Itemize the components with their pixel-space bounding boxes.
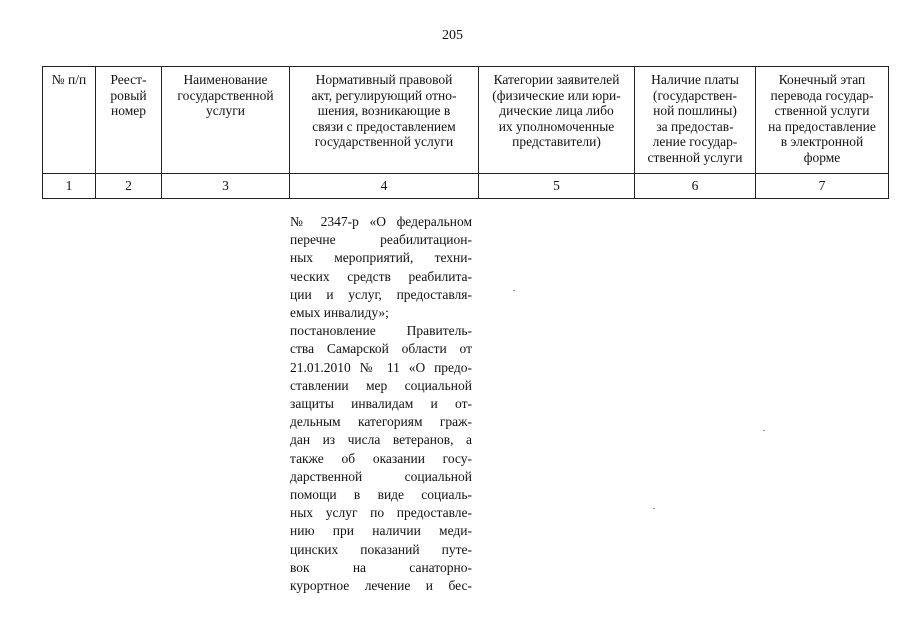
header-line: дические лица либо — [499, 103, 614, 119]
header-line: ление государ- — [652, 134, 738, 150]
legal-act-continuation-text — [290, 213, 472, 595]
scan-speck — [653, 508, 655, 509]
continuation-line: ставлении мер социальной — [290, 377, 472, 393]
header-line: акт, регулирующий отно- — [311, 87, 457, 103]
scan-speck — [763, 430, 765, 431]
continuation-line: 21.01.2010 № 11 «О предо- — [290, 359, 472, 375]
continuation-line: емых инвалиду»; — [290, 305, 389, 321]
continuation-line: курортное лечение и бес- — [290, 578, 472, 594]
header-line: форме — [803, 149, 841, 165]
page-number: 205 — [442, 28, 463, 43]
header-cell-legal-act — [290, 67, 479, 174]
header-line: (государствен- — [652, 87, 737, 103]
header-cell-final-stage — [756, 67, 889, 174]
column-number-row — [43, 174, 889, 199]
column-number-cell: 4 — [290, 174, 479, 199]
header-line: ственной услуги — [774, 103, 870, 119]
continuation-line: нию при наличии меди- — [290, 523, 472, 539]
continuation-line: защиты инвалидам и от- — [290, 396, 472, 412]
column-number-cell: 3 — [162, 174, 290, 199]
header-line: (физические или юри- — [492, 87, 621, 103]
column-number-cell: 7 — [756, 174, 889, 199]
header-line: ственной услуги — [647, 149, 743, 165]
continuation-line: № 2347-р «О федеральном — [290, 214, 472, 229]
header-line: на предоставление — [768, 118, 876, 134]
continuation-line: дан из числа ветеранов, а — [290, 432, 472, 448]
header-line: ной пошлины) — [653, 103, 737, 119]
header-line: Категории заявителей — [493, 72, 620, 87]
header-line: № п/п — [51, 72, 87, 87]
header-line: государственной — [177, 87, 274, 103]
header-line: ровый — [110, 87, 147, 103]
scan-speck — [513, 290, 515, 291]
header-line: шения, возникающие в — [317, 103, 451, 119]
continuation-line: ции и услуг, предоставля- — [290, 286, 472, 302]
header-line: Нормативный правовой — [315, 72, 453, 87]
header-line: Реест- — [110, 72, 147, 87]
column-number-cell: 2 — [96, 174, 162, 199]
header-line: номер — [110, 103, 146, 119]
continuation-line: дельным категориям граж- — [290, 414, 472, 430]
header-line: Наименование — [183, 72, 268, 87]
header-line: их уполномоченные — [498, 118, 615, 134]
continuation-line: ческих средств реабилита- — [290, 268, 472, 284]
continuation-line: также об оказании госу- — [290, 450, 472, 466]
column-number-cell: 6 — [635, 174, 756, 199]
header-line: услуги — [206, 103, 245, 119]
header-line: представители) — [512, 134, 601, 150]
continuation-line: ных мероприятий, техни- — [290, 250, 472, 266]
header-line: Конечный этап — [778, 72, 866, 87]
continuation-line: дарственной социальной — [290, 468, 472, 484]
header-cell-fee — [635, 67, 756, 174]
continuation-line: цинских показаний путе- — [290, 541, 472, 557]
continuation-line: перечне реабилитацион- — [290, 232, 472, 248]
continuation-line: вок на санаторно- — [290, 559, 472, 575]
header-line: перевода государ- — [770, 87, 874, 103]
header-row — [43, 67, 889, 174]
header-cell-number — [43, 67, 96, 174]
continuation-line: постановление Правитель- — [290, 323, 472, 339]
header-line: за предостав- — [656, 118, 734, 134]
header-line: Наличие платы — [651, 72, 739, 87]
header-line: в электронной — [780, 134, 864, 150]
header-cell-applicant-categories — [479, 67, 635, 174]
column-number-cell: 1 — [43, 174, 96, 199]
header-cell-registry-number — [96, 67, 162, 174]
continuation-line: ных услуг по предоставле- — [290, 505, 472, 521]
header-line: связи с предоставлением — [312, 118, 456, 134]
column-number-cell: 5 — [479, 174, 635, 199]
registry-table — [42, 66, 889, 199]
header-cell-service-name — [162, 67, 290, 174]
header-line: государственной услуги — [314, 134, 454, 150]
continuation-line: ства Самарской области от — [290, 341, 472, 357]
continuation-line: помощи в виде социаль- — [290, 487, 472, 503]
